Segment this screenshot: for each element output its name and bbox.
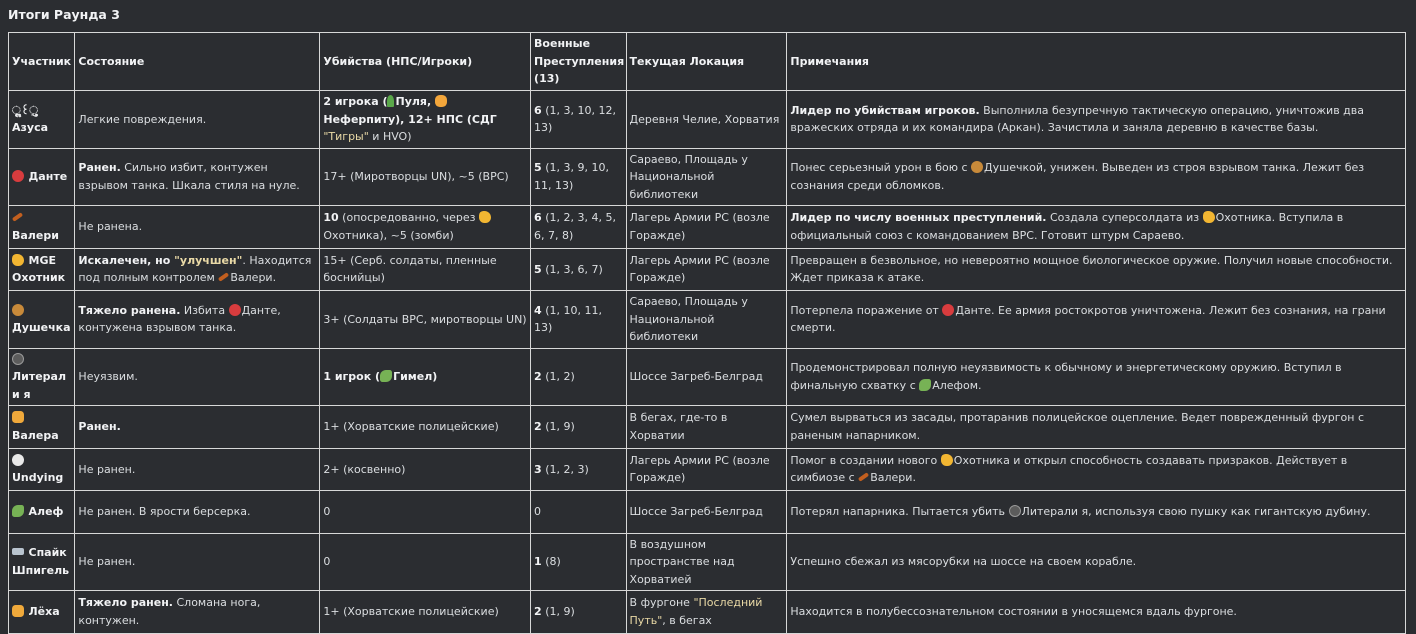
notes-cell: Продемонстрировал полную неуязвимость к обычному и энергетическому оружию. Вступил в финальную схватку с Алефом. bbox=[787, 348, 1406, 406]
state-cell: Тяжело ранена. Избита Данте, контужена взрывом танка. bbox=[75, 291, 320, 349]
kills-cell: 10 (опосредованно, через Охотника), ~5 (зомби) bbox=[320, 206, 531, 249]
kills-cell: 17+ (Миротворцы UN), ~5 (ВРС) bbox=[320, 148, 531, 206]
kills-cell: 2 игрока ( Пуля, Неферпиту), 12+ НПС (СДГ "Тигры" и HVO) bbox=[320, 91, 531, 149]
location-cell: В бегах, где-то в Хорватии bbox=[626, 406, 787, 449]
notes-cell: Лидер по числу военных преступлений. Создала суперсолдата из Охотника. Вступила в официальный союз с командованием ВРС. Готовит штурм Сараево. bbox=[787, 206, 1406, 249]
kills-cell: 1+ (Хорватские полицейские) bbox=[320, 591, 531, 634]
table-row bbox=[9, 591, 1406, 634]
table-row bbox=[9, 248, 1406, 291]
state-cell: Не ранен. В ярости берсерка. bbox=[75, 491, 320, 534]
crimes-cell: 5 (1, 3, 9, 10, 11, 13) bbox=[531, 148, 626, 206]
muscle-icon bbox=[1203, 211, 1215, 223]
header-notes: Примечания bbox=[787, 33, 1406, 91]
tree-icon bbox=[387, 95, 394, 107]
table-row bbox=[9, 91, 1406, 149]
notes-cell: Понес серьезный урон в бою с Душечкой, унижен. Выведен из строя взрывом танка. Лежит без сознания среди обломков. bbox=[787, 148, 1406, 206]
participant-cell: Алеф bbox=[9, 491, 75, 534]
table-row bbox=[9, 206, 1406, 249]
notes-cell: Успешно сбежал из мясорубки на шоссе на своем корабле. bbox=[787, 533, 1406, 591]
crimes-cell: 6 (1, 2, 3, 4, 5, 6, 7, 8) bbox=[531, 206, 626, 249]
state-cell: Не ранен. bbox=[75, 448, 320, 491]
kills-cell: 0 bbox=[320, 491, 531, 534]
state-cell: Ранен. Сильно избит, контужен взрывом танка. Шкала стиля на нуле. bbox=[75, 148, 320, 206]
snake-icon bbox=[919, 379, 931, 391]
ship-icon bbox=[12, 548, 24, 555]
kills-cell: 0 bbox=[320, 533, 531, 591]
state-cell: Неуязвим. bbox=[75, 348, 320, 406]
table-row bbox=[9, 448, 1406, 491]
kills-cell: 1 игрок ( Гимел) bbox=[320, 348, 531, 406]
participant-cell: Душечка bbox=[9, 291, 75, 349]
skull-icon bbox=[12, 454, 24, 466]
participant-cell: Валера bbox=[9, 406, 75, 449]
crimes-cell: 3 (1, 2, 3) bbox=[531, 448, 626, 491]
header-participant: Участник bbox=[9, 33, 75, 91]
devil-icon bbox=[229, 304, 241, 316]
notes-cell: Помог в создании нового Охотника и открыл способность создавать призраков. Действует в симбиозе с Валери. bbox=[787, 448, 1406, 491]
stick-icon bbox=[858, 472, 869, 482]
snake-icon bbox=[12, 505, 24, 517]
table-row bbox=[9, 533, 1406, 591]
kills-cell: 1+ (Хорватские полицейские) bbox=[320, 406, 531, 449]
devil-icon bbox=[942, 304, 954, 316]
location-cell: Шоссе Загреб-Белград bbox=[626, 491, 787, 534]
kills-cell: 3+ (Солдаты ВРС, миротворцы UN) bbox=[320, 291, 531, 349]
crimes-cell: 4 (1, 10, 11, 13) bbox=[531, 291, 626, 349]
state-cell: Легкие повреждения. bbox=[75, 91, 320, 149]
crimes-cell: 2 (1, 2) bbox=[531, 348, 626, 406]
location-cell: Лагерь Армии РС (возле Горажде) bbox=[626, 206, 787, 249]
king-icon bbox=[12, 411, 24, 423]
header-kills: Убийства (НПС/Игроки) bbox=[320, 33, 531, 91]
cookie-icon bbox=[971, 161, 983, 173]
muscle-icon bbox=[479, 211, 491, 223]
notes-cell: Лидер по убийствам игроков. Выполнила безупречную тактическую операцию, уничтожив два вражеских отряда и их командира (Аркан). Зачистила и заняла деревню в качестве базы. bbox=[787, 91, 1406, 149]
crimes-cell: 2 (1, 9) bbox=[531, 591, 626, 634]
stick-icon bbox=[12, 212, 23, 222]
crimes-cell: 2 (1, 9) bbox=[531, 406, 626, 449]
table-row bbox=[9, 291, 1406, 349]
location-cell: Деревня Челие, Хорватия bbox=[626, 91, 787, 149]
cookie-icon bbox=[12, 304, 24, 316]
page-title: Итоги Раунда 3 bbox=[8, 7, 120, 22]
participant-cell: Литерал и я bbox=[9, 348, 75, 406]
cat-icon bbox=[435, 95, 447, 107]
state-cell: Тяжело ранен. Сломана нога, контужен. bbox=[75, 591, 320, 634]
snake-icon bbox=[380, 370, 392, 382]
muscle-icon bbox=[941, 454, 953, 466]
table-row bbox=[9, 406, 1406, 449]
crimes-cell: 0 bbox=[531, 491, 626, 534]
state-cell: Не ранен. bbox=[75, 533, 320, 591]
notes-cell: Находится в полубессознательном состоянии в уносящемся вдаль фургоне. bbox=[787, 591, 1406, 634]
header-state: Состояние bbox=[75, 33, 320, 91]
state-cell: Не ранена. bbox=[75, 206, 320, 249]
devil-icon bbox=[12, 170, 24, 182]
crimes-cell: 1 (8) bbox=[531, 533, 626, 591]
notes-cell: Потерял напарника. Пытается убить Литерали я, используя свою пушку как гигантскую дубину. bbox=[787, 491, 1406, 534]
stick-icon bbox=[218, 272, 229, 282]
header-crimes: Военные Преступления (13) bbox=[531, 33, 626, 91]
participant-cell: ૢ̥꒰ુAзуса bbox=[9, 91, 75, 149]
participant-cell: MGE Охотник bbox=[9, 248, 75, 291]
table-row bbox=[9, 491, 1406, 534]
crimes-cell: 5 (1, 3, 6, 7) bbox=[531, 248, 626, 291]
location-cell: Сараево, Площадь у Национальной библиотеки bbox=[626, 291, 787, 349]
participant-cell: Лёха bbox=[9, 591, 75, 634]
moon-icon bbox=[1009, 505, 1021, 517]
location-cell: Сараево, Площадь у Национальной библиотеки bbox=[626, 148, 787, 206]
table-row bbox=[9, 148, 1406, 206]
muscle-icon bbox=[12, 254, 24, 266]
crimes-cell: 6 (1, 3, 10, 12, 13) bbox=[531, 91, 626, 149]
location-cell: В фургоне "Последний Путь", в бегах bbox=[626, 591, 787, 634]
location-cell: Лагерь Армии РС (возле Горажде) bbox=[626, 448, 787, 491]
kills-cell: 2+ (косвенно) bbox=[320, 448, 531, 491]
header-location: Текущая Локация bbox=[626, 33, 787, 91]
participant-cell: Undying bbox=[9, 448, 75, 491]
notes-cell: Сумел вырваться из засады, протаранив полицейское оцепление. Ведет поврежденный фургон с раненым напарником. bbox=[787, 406, 1406, 449]
table-row bbox=[9, 348, 1406, 406]
moon-icon bbox=[12, 353, 24, 365]
state-cell: Искалечен, но "улучшен". Находится под полным контролем Валери. bbox=[75, 248, 320, 291]
notes-cell: Потерпела поражение от Данте. Ее армия ростокротов уничтожена. Лежит без сознания, на грани смерти. bbox=[787, 291, 1406, 349]
kills-cell: 15+ (Серб. солдаты, пленные боснийцы) bbox=[320, 248, 531, 291]
results-table bbox=[8, 32, 1406, 634]
participant-cell: Данте bbox=[9, 148, 75, 206]
location-cell: Шоссе Загреб-Белград bbox=[626, 348, 787, 406]
king-icon bbox=[12, 605, 24, 617]
location-cell: В воздушном пространстве над Хорватией bbox=[626, 533, 787, 591]
notes-cell: Превращен в безвольное, но невероятно мощное биологическое оружие. Получил новые способности. Ждет приказа к атаке. bbox=[787, 248, 1406, 291]
participant-cell: Спайк Шпигель bbox=[9, 533, 75, 591]
location-cell: Лагерь Армии РС (возле Горажде) bbox=[626, 248, 787, 291]
participant-cell: Валери bbox=[9, 206, 75, 249]
state-cell: Ранен. bbox=[75, 406, 320, 449]
table-header-row bbox=[9, 33, 1406, 91]
